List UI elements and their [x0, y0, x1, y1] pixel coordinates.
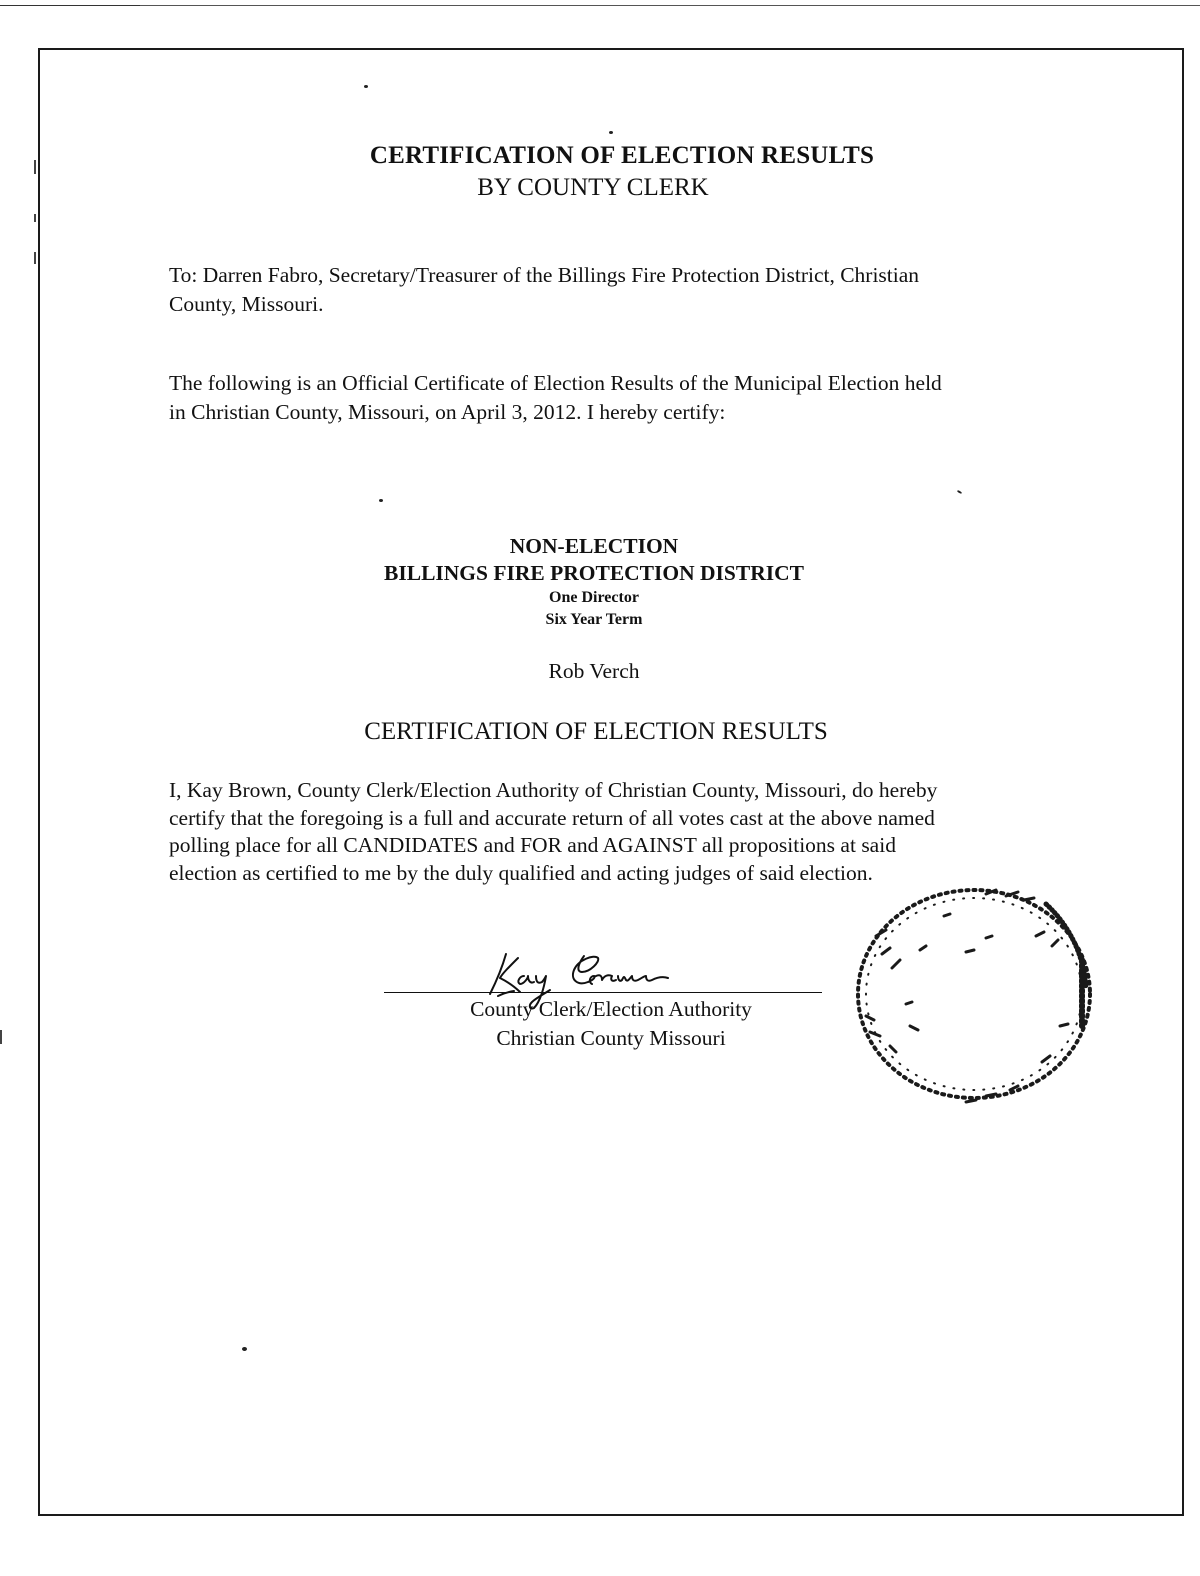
- certification-heading: CERTIFICATION OF ELECTION RESULTS: [364, 718, 828, 745]
- addressee-line: County, Missouri.: [169, 292, 324, 316]
- signature-line: [384, 992, 822, 993]
- scan-edge-mark: [34, 252, 36, 264]
- certification-paragraph: [169, 777, 937, 887]
- scan-speck: [242, 1347, 247, 1351]
- intro-line: in Christian County, Missouri, on April 3, 2012. I hereby certify:: [169, 400, 726, 424]
- signatory-title: County Clerk/Election Authority: [470, 997, 752, 1021]
- intro-line: The following is an Official Certificate of Election Results of the Municipal Election held: [169, 371, 942, 395]
- addressee-line: To: Darren Fabro, Secretary/Treasurer of the Billings Fire Protection District, Christian: [169, 263, 920, 287]
- scan-speck: [609, 131, 613, 134]
- scan-top-rule-right: [140, 5, 1200, 6]
- scan-edge-mark: [34, 214, 36, 222]
- candidate-name: Rob Verch: [548, 659, 640, 683]
- office-term: Six Year Term: [545, 611, 643, 628]
- document-subtitle: BY COUNTY CLERK: [477, 174, 709, 201]
- addressee-paragraph: [169, 261, 919, 319]
- district-name: BILLINGS FIRE PROTECTION DISTRICT: [384, 561, 804, 585]
- intro-paragraph: [169, 369, 942, 427]
- document-title: CERTIFICATION OF ELECTION RESULTS: [369, 142, 875, 169]
- office-block: [0, 533, 1188, 631]
- scan-top-rule-left: [0, 5, 140, 6]
- certification-line: polling place for all CANDIDATES and FOR and AGAINST all propositions at said: [169, 833, 896, 857]
- scan-speck: [379, 499, 383, 502]
- office-seats: One Director: [549, 589, 639, 606]
- county-seal: [846, 876, 1108, 1114]
- certification-line: election as certified to me by the duly qualified and acting judges of said election.: [169, 860, 873, 885]
- election-status: NON-ELECTION: [509, 534, 679, 558]
- certification-line: certify that the foregoing is a full and accurate return of all votes cast at the above named: [169, 805, 935, 830]
- certification-line: I, Kay Brown, County Clerk/Election Authority of Christian County, Missouri, do hereby: [169, 778, 938, 802]
- scan-speck: [364, 85, 368, 88]
- signatory-jurisdiction: Christian County Missouri: [496, 1026, 726, 1050]
